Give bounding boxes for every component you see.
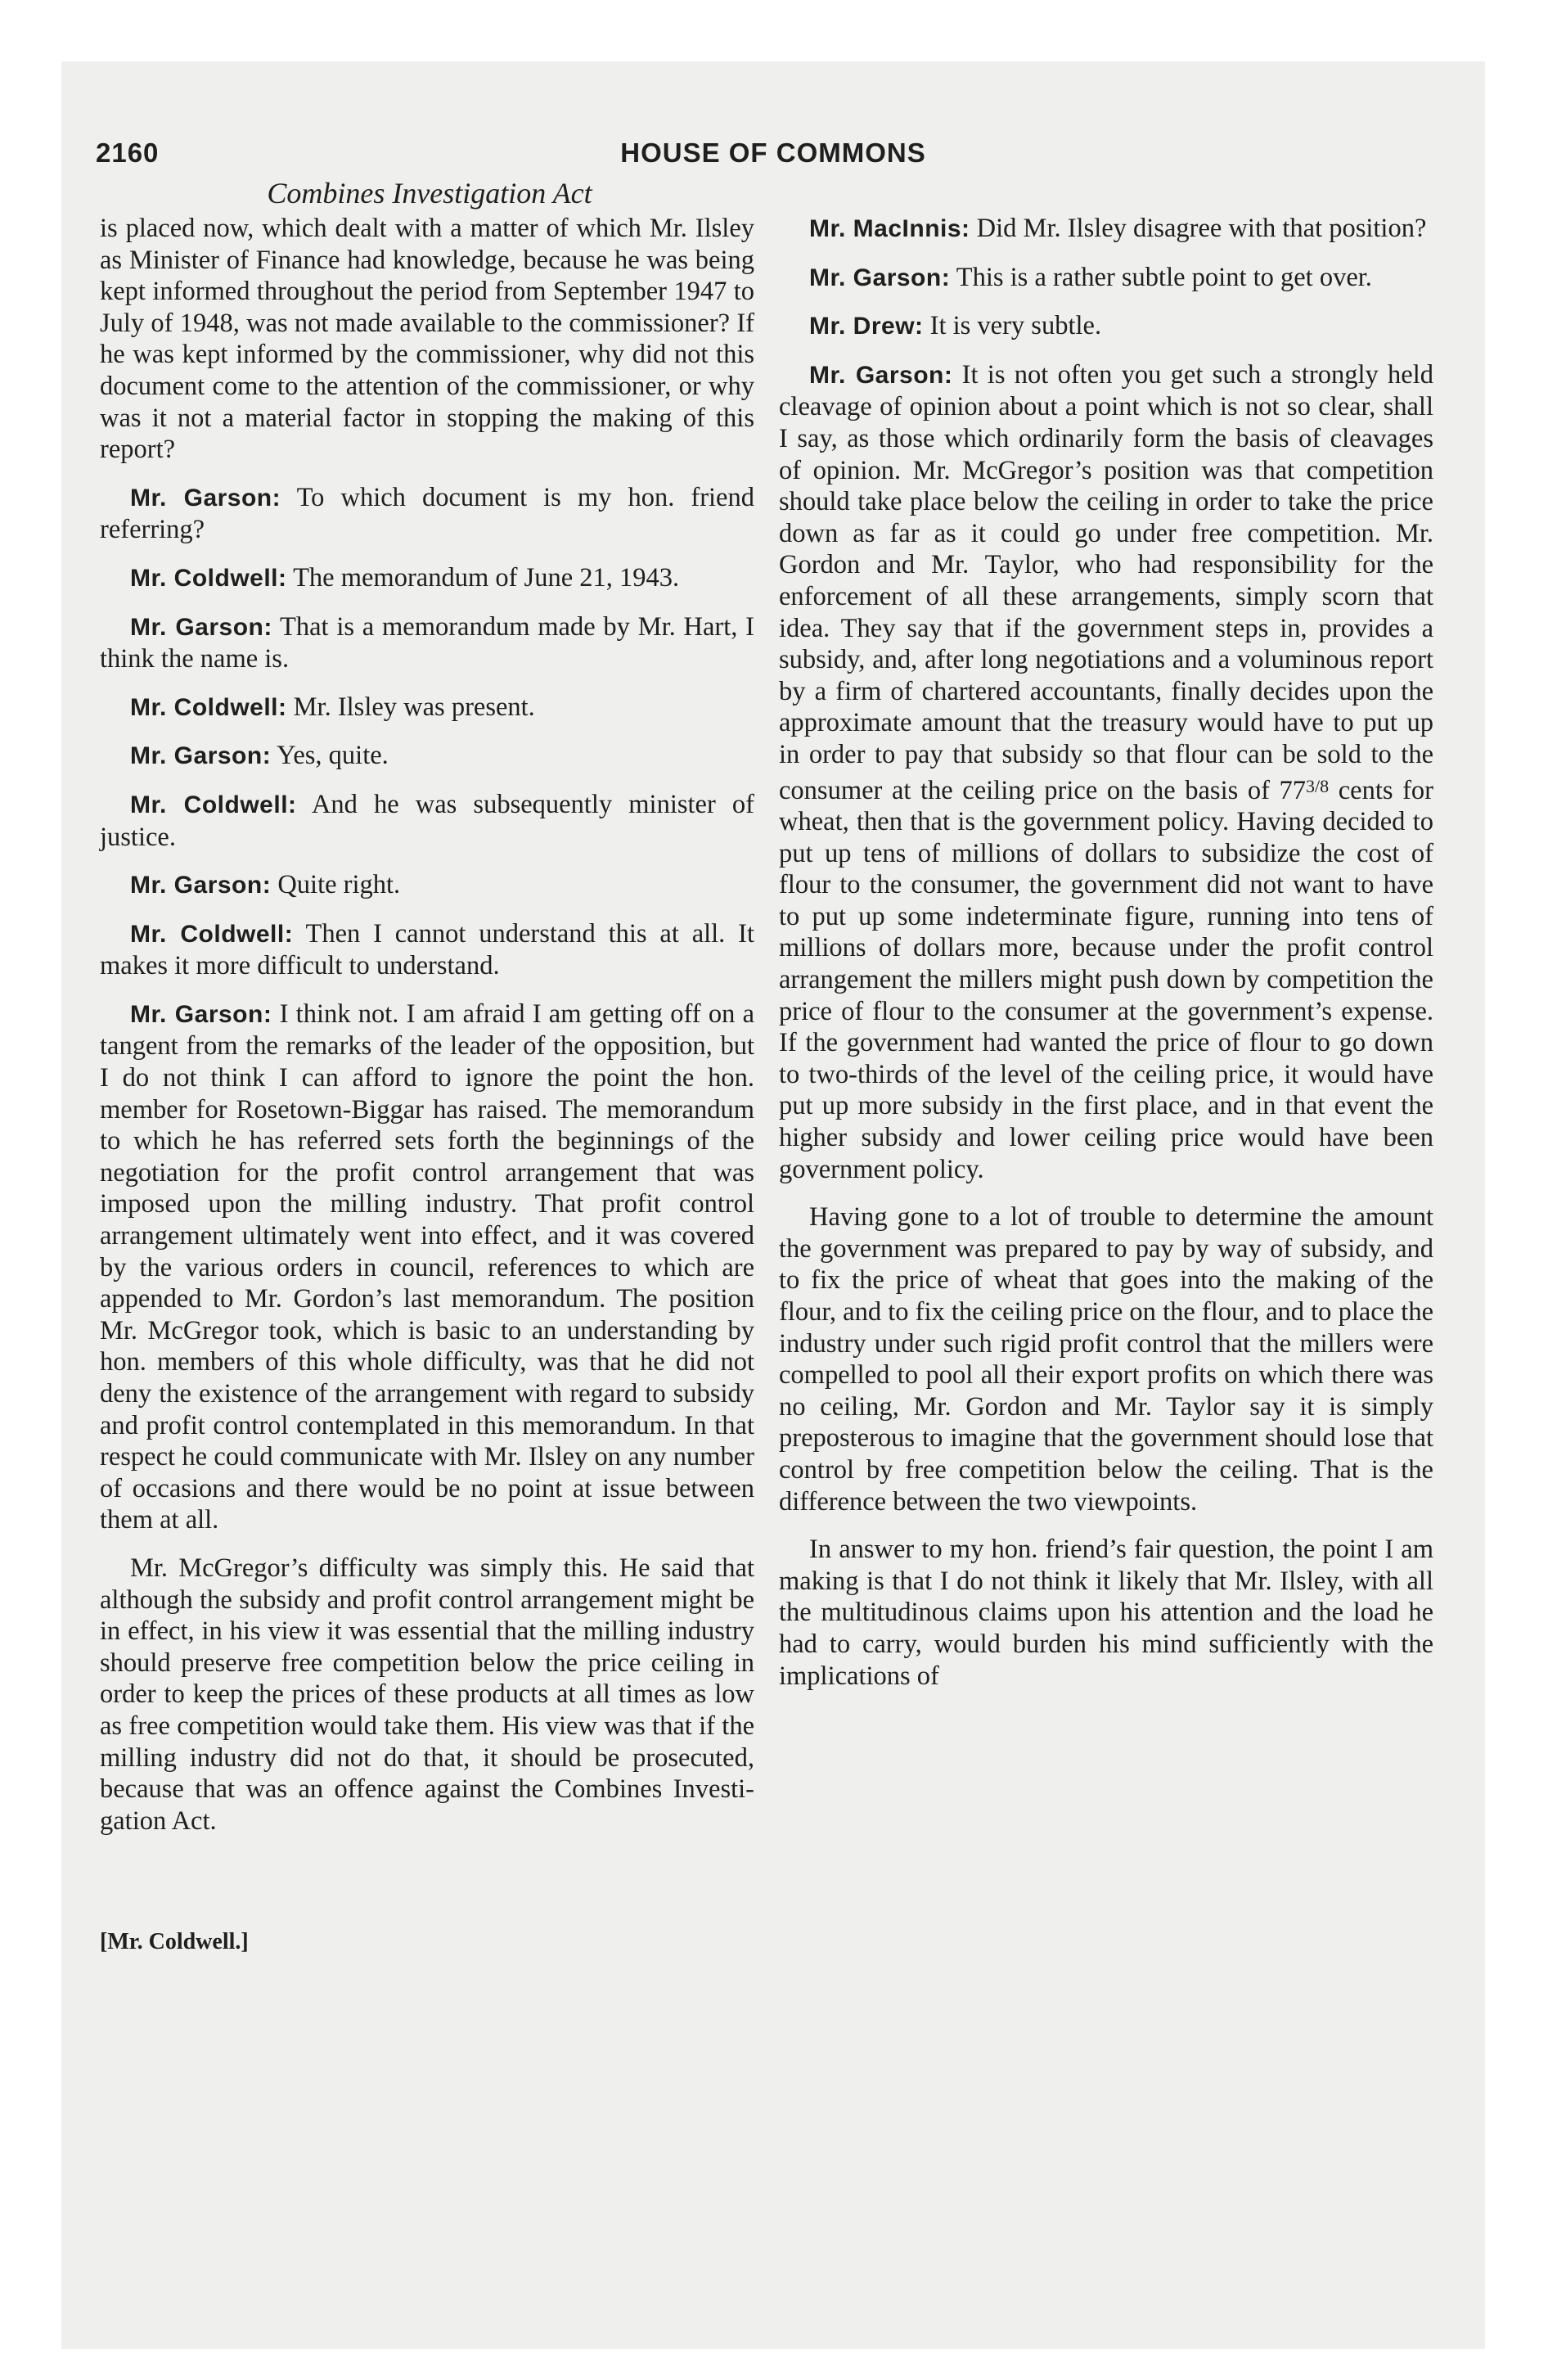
speech-text: And he was subsequently minister of justice. [100,789,754,852]
speech-text: That is a memorandum made by Mr. Hart, I think the name is. [100,611,754,674]
right-column [779,213,1433,1708]
hansard-page [61,61,1485,2349]
speech-paragraph [779,262,1433,295]
speech-text: Mr. McGregor’s difficulty was simply this. He said that although the subsidy and profit control arrangement might be in effect, in his view it was essential that the milling industry should preserve free competition below the price ceiling in order to keep the prices of these products at all times as low as free competition would take them. His view was that if the milling industry did not do that, it should be prosecuted, because that was an offence against the Combines Investigation Act. [100,1553,754,1836]
speech-text: The memorandum of June 21, 1943. [293,562,680,593]
speaker-label: Mr. Coldwell: [130,693,287,721]
body-paragraph: In answer to my hon. friend’s fair question, the point I am making is that I do not think it likely that Mr. Ilsley, with all the multitudinous claims upon his attention and the load he had to carry, would burden his mind sufficiently with the implications of [779,1535,1433,1691]
speech-text: Mr. Ilsley was present. [293,692,535,722]
speaker-label: Mr. Garson: [809,361,953,389]
speaker-label: Mr. Garson: [130,613,272,641]
speech-text-continued: cents for wheat, then that is the government policy. Having decided to put up tens of millions of dollars to subsidize the cost of flour to the consumer, the government did not want to have to put up some indeterminate figure, running into tens of millions of dollars more, because under the profit control arrangement the millers might push down by competition the price of flour to the consumer at the government’s expense. If the government had wanted the price of flour to go down to two-thirds of the level of the ceiling price, it would have put up more subsidy in the first place, and in that event the higher subsidy and lower ceiling price would have been government policy. [779,775,1433,1184]
speech-paragraph [779,310,1433,343]
speech-text: This is a rather subtle point to get over. [956,262,1372,292]
speech-text: To which document is my hon. friend referring? [100,482,754,545]
speaker-label: Mr. Coldwell: [130,920,294,948]
speaker-label: Mr. Garson: [809,264,951,291]
speech-text: is placed now, which dealt with a matter of which Mr. Ilsley as Minister of Finance had knowledge, because he was being kept informed throughout the period from September 1947 to July of 1948, was not made available to the commissioner? If he was kept informed by the commissioner, why did not this document come to the attention of the commissioner, or why was it not a material factor in stopping the making of this report? [100,214,754,465]
speaker-footnote: [Mr. Coldwell.] [100,1929,249,1954]
speech-paragraph [779,213,1433,246]
body-paragraph: Having gone to a lot of trouble to determine the amount the government was prepared to pay by way of subsidy, and to fix the price of wheat that goes into the making of the flour, and to fix the ceiling price on the flour, and to place the industry under such rigid profit control that the millers were compelled to pool all their export profits on which there was no ceiling, Mr. Gordon and Mr. Taylor say it is simply preposterous to imagine that the government should lose that control by free competition below the ceiling. That is the difference between the two viewpoints. [779,1202,1433,1517]
speech-text: It is not often you get such a strongly held cleavage of opinion about a point which is not so clear, shall I say, as those which ordinarily form the basis of cleavages of opinion. Mr. McGregor’s position was that competition should take place below the ceiling in order to take the price down as far as it could go under free competition. Mr. Gordon and Mr. Taylor, who had responsibility for the enforcement of all these arrangements, simply scorn that idea. They say that if the government steps in, provides a subsidy, and, after long negotiations and a voluminous report by a firm of chartered accountants, finally decides upon the approximate amount that the treasury would have to put up in order to pay that subsidy so that flour can be sold to the consumer at the ceiling price on the basis of 77 [779,359,1434,805]
speech-text: Did Mr. Ilsley disagree with that position? [976,214,1427,243]
speaker-label: Mr. Garson: [130,484,281,512]
speech-paragraph [100,869,754,902]
speaker-label: Mr. Garson: [130,872,272,899]
speech-paragraph [100,692,754,724]
speech-text: Then I cannot understand this at all. It makes it more difficult to understand. [100,918,754,981]
section-title: Combines Investigation Act [267,177,592,210]
body-paragraph [100,213,754,466]
speech-paragraph [100,482,754,546]
speech-paragraph [100,740,754,773]
fraction: 3/8 [1306,775,1330,796]
speech-text: Yes, quite. [277,741,389,771]
speaker-label: Mr. MacInnis: [809,215,970,242]
speech-paragraph [779,359,1433,1185]
speaker-label: Mr. Drew: [809,313,924,340]
speech-paragraph [100,918,754,982]
speaker-label: Mr. Garson: [130,742,272,770]
speaker-label: Mr. Garson: [130,1000,272,1028]
page-number: 2160 [96,137,160,168]
speech-text: I think not. I am afraid I am getting off on a tangent from the remarks of the leader of the opposition, but I do not think I can afford to ignore the point the hon. member for Rosetown-Biggar has raised. The memorandum to which he has referred sets forth the beginnings of the negotiation for the profit control arrangement that was imposed upon the milling industry. That profit control arrangement ultimately went into effect, and it was covered by the various orders in council, references to which are appended to Mr. Gordon’s last memorandum. The position Mr. McGregor took, which is basic to an understanding by hon. members of this whole difficulty, was that he did not deny the existence of the arrangement with regard to subsidy and profit control contemplated in this memorandum. In that respect he could communicate with Mr. Ilsley on any number of occasions and there would be no point at issue between them at all. [100,998,754,1535]
left-column [100,213,754,1853]
speech-text: It is very subtle. [929,311,1102,341]
speech-paragraph [100,998,754,1536]
speech-paragraph [100,611,754,675]
speaker-label: Mr. Coldwell: [130,791,297,818]
running-head: HOUSE OF COMMONS [620,137,926,168]
body-paragraph [100,1553,754,1837]
speech-text: Quite right. [277,870,401,900]
speaker-label: Mr. Coldwell: [130,564,287,592]
speech-paragraph [100,789,754,853]
speech-paragraph [100,562,754,595]
